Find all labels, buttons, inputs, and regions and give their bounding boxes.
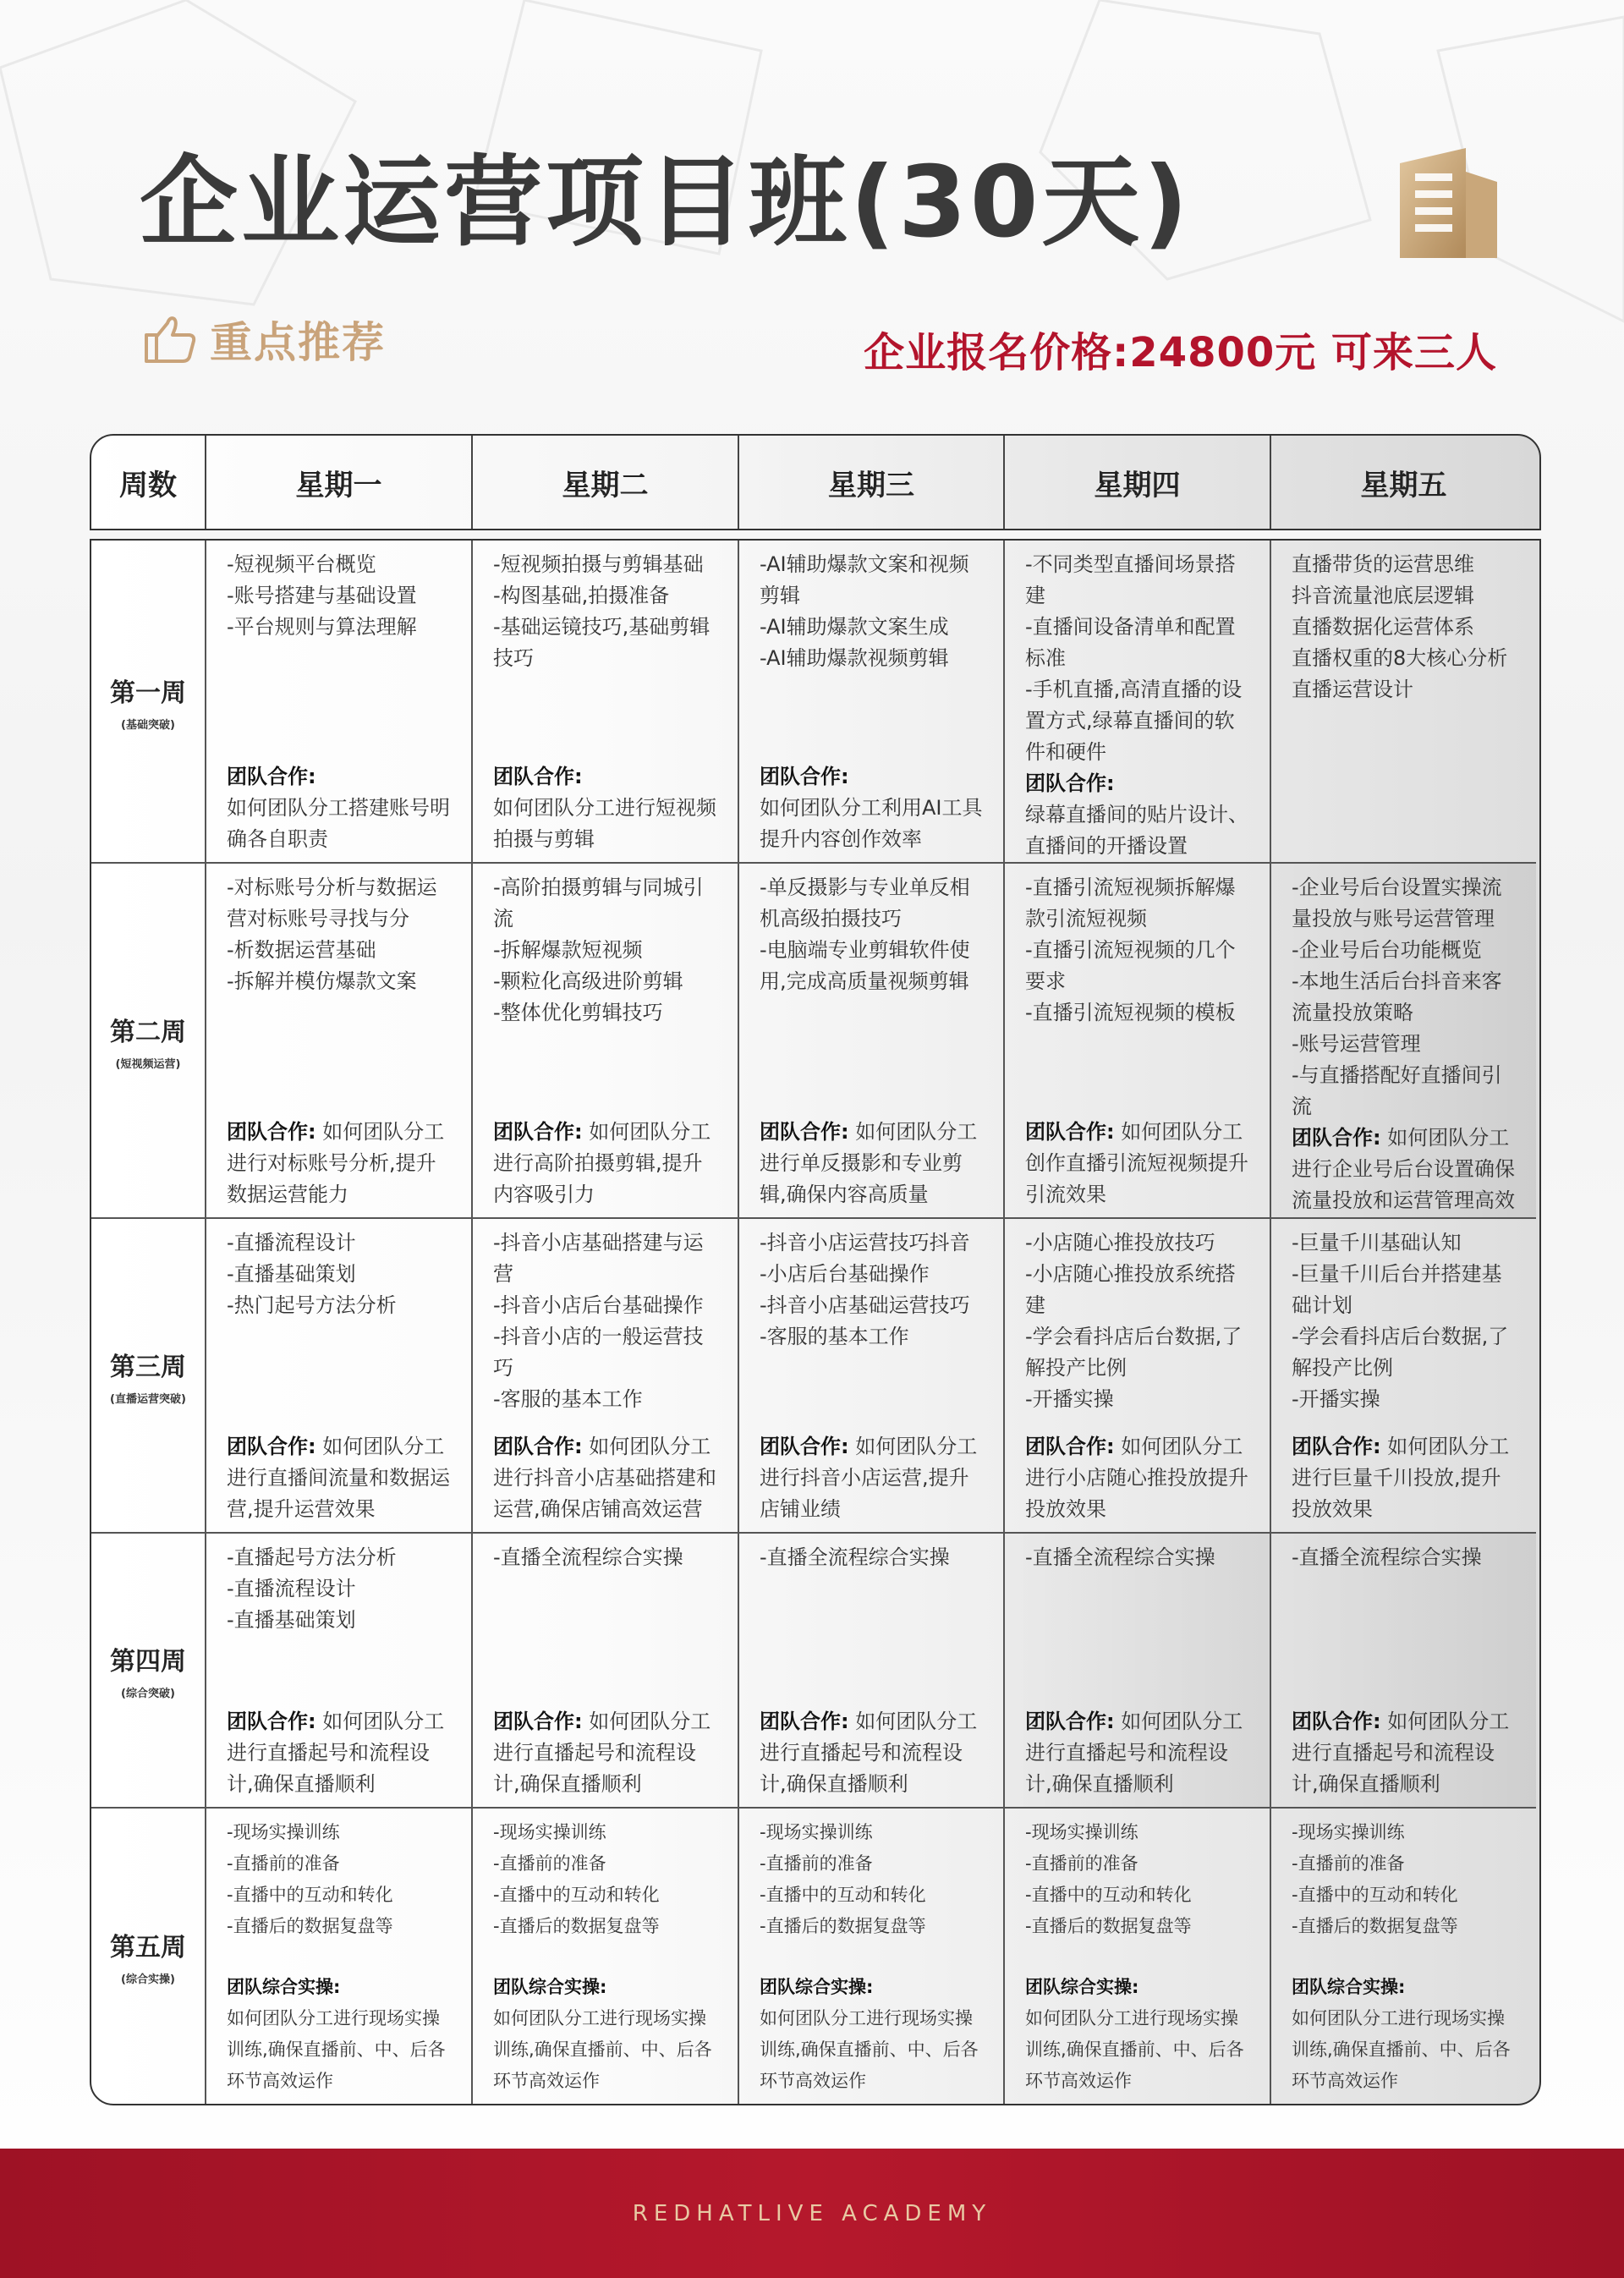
- schedule-cell-monday: [205, 1217, 471, 1532]
- topic-item: -拆解并模仿爆款文案: [227, 969, 417, 993]
- team-note: [760, 1431, 988, 1525]
- team-label: 团队综合实操:: [493, 1977, 607, 1997]
- topic-item: -直播后的数据复盘等: [1025, 1916, 1192, 1936]
- team-note: [1292, 1123, 1521, 1216]
- team-text: 如何团队分工进行对标账号分析,提升数据运营能力: [227, 1120, 445, 1206]
- topic-item: -开播实操: [1025, 1387, 1114, 1411]
- topic-item: -直播中的互动和转化: [1292, 1885, 1458, 1905]
- team-text: 如何团队分工进行现场实操训练,确保直播前、中、后各环节高效运作: [493, 2008, 712, 2091]
- team-text: 如何团队分工进行单反摄影和专业剪辑,确保内容高质量: [760, 1120, 978, 1206]
- price-text: 企业报名价格:24800元 可来三人: [864, 329, 1497, 376]
- topic-list: [227, 549, 456, 643]
- team-label: 团队合作:: [1292, 1126, 1381, 1150]
- team-label: 团队合作:: [1292, 1710, 1381, 1733]
- topic-item: -基础运镜技巧,基础剪辑技巧: [493, 615, 710, 670]
- week-title: 第一周: [110, 678, 186, 708]
- topic-list: [1025, 1227, 1254, 1415]
- schedule-cell-monday: [205, 541, 471, 862]
- topic-list: [1292, 1227, 1521, 1415]
- team-text: 如何团队分工创作直播引流短视频提升引流效果: [1025, 1120, 1248, 1206]
- topic-item: -直播前的准备: [493, 1853, 606, 1874]
- schedule-cell-tuesday: [471, 541, 738, 862]
- topic-item: -企业号后台设置实操流量投放与账号运营管理: [1292, 876, 1502, 930]
- topic-item: -直播后的数据复盘等: [1292, 1916, 1458, 1936]
- team-text: 如何团队分工进行短视频拍摄与剪辑: [493, 796, 716, 851]
- topic-item: -学会看抖店后台数据,了解投产比例: [1025, 1325, 1243, 1380]
- topic-list: [227, 1817, 456, 1942]
- schedule-cell-friday: [1270, 1217, 1536, 1532]
- topic-item: -学会看抖店后台数据,了解投产比例: [1292, 1325, 1509, 1380]
- topic-item: -现场实操训练: [760, 1822, 873, 1842]
- recommend-label: 重点推荐: [210, 318, 386, 367]
- topic-item: -抖音小店基础运营技巧: [760, 1293, 970, 1317]
- team-text: 如何团队分工进行现场实操训练,确保直播前、中、后各环节高效运作: [1292, 2008, 1511, 2091]
- topic-item: -AI辅助爆款视频剪辑: [760, 646, 949, 670]
- topic-item: -开播实操: [1292, 1387, 1380, 1411]
- topic-item: -电脑端专业剪辑软件使用,完成高质量视频剪辑: [760, 938, 970, 993]
- week-label-cell: [91, 541, 205, 862]
- team-label: 团队合作:: [760, 1120, 849, 1144]
- topic-item: -直播起号方法分析: [227, 1545, 397, 1569]
- topic-item: -小店随心推投放技巧: [1025, 1231, 1215, 1254]
- team-label: 团队综合实操:: [1292, 1977, 1406, 1997]
- team-note: [493, 1706, 722, 1800]
- topic-list: [493, 872, 722, 1029]
- topic-item: -直播中的互动和转化: [760, 1885, 926, 1905]
- team-label: 团队合作:: [760, 1435, 849, 1458]
- team-note: [493, 1431, 722, 1525]
- topic-item: -析数据运营基础: [227, 938, 376, 962]
- week-subtitle: (综合突破): [121, 1688, 175, 1700]
- topic-item: -巨量千川基础认知: [1292, 1231, 1462, 1254]
- schedule-cell-thursday: [1003, 541, 1270, 862]
- team-label: 团队综合实操:: [227, 1977, 341, 1997]
- team-note: [227, 1972, 456, 2097]
- team-label: 团队合作:: [227, 1710, 316, 1733]
- schedule-cell-wednesday: [738, 541, 1003, 862]
- team-text: 如何团队分工进行抖音小店基础搭建和运营,确保店铺高效运营: [493, 1435, 716, 1521]
- topic-item: -直播前的准备: [227, 1853, 340, 1874]
- team-note: [493, 1972, 722, 2097]
- topic-item: -平台规则与算法理解: [227, 615, 417, 639]
- week-title: 第三周: [110, 1352, 186, 1382]
- team-note: [760, 1706, 988, 1800]
- topic-list: [760, 1542, 988, 1573]
- team-note: [1292, 1972, 1521, 2097]
- team-note: [1025, 1431, 1254, 1525]
- schedule-cell-friday: [1270, 1807, 1536, 2104]
- topic-list: [493, 549, 722, 674]
- topic-item: -与直播搭配好直播间引流: [1292, 1063, 1502, 1118]
- topic-item: -直播中的互动和转化: [1025, 1885, 1192, 1905]
- topic-item: -单反摄影与专业单反相机高级拍摄技巧: [760, 876, 970, 930]
- topic-item: -现场实操训练: [493, 1822, 606, 1842]
- topic-item: -客服的基本工作: [493, 1387, 643, 1411]
- week-title: 第四周: [110, 1647, 186, 1677]
- topic-item: -抖音小店运营技巧抖音: [760, 1231, 970, 1254]
- topic-item: -AI辅助爆款文案和视频剪辑: [760, 552, 969, 607]
- topic-item: -短视频平台概览: [227, 552, 376, 576]
- topic-list: [1025, 549, 1254, 768]
- team-label: 团队合作:: [1025, 1435, 1115, 1458]
- topic-item: -直播全流程综合实操: [760, 1545, 950, 1569]
- topic-item: -抖音小店基础搭建与运营: [493, 1231, 704, 1286]
- topic-item: -直播基础策划: [227, 1608, 356, 1632]
- topic-item: -直播基础策划: [227, 1262, 356, 1286]
- team-text: 如何团队分工进行现场实操训练,确保直播前、中、后各环节高效运作: [227, 2008, 446, 2091]
- topic-item: -颗粒化高级进阶剪辑: [493, 969, 683, 993]
- topic-item: -直播前的准备: [1025, 1853, 1138, 1874]
- week-subtitle: (综合实操): [121, 1973, 175, 1986]
- topic-item: -直播后的数据复盘等: [760, 1916, 926, 1936]
- week-title: 第五周: [110, 1933, 186, 1962]
- schedule-header: [90, 434, 1541, 530]
- topic-list: [227, 1542, 456, 1636]
- week-subtitle: (基础突破): [121, 718, 175, 732]
- topic-item: -小店随心推投放系统搭建: [1025, 1262, 1236, 1317]
- week-label-cell: [91, 862, 205, 1217]
- team-label: 团队合作:: [760, 765, 849, 788]
- topic-item: -不同类型直播间场景搭建: [1025, 552, 1236, 607]
- topic-item: -直播流程设计: [227, 1231, 356, 1254]
- topic-item: -客服的基本工作: [760, 1325, 909, 1348]
- header-cell-friday: 星期五: [1270, 436, 1536, 529]
- team-label: 团队综合实操:: [760, 1977, 874, 1997]
- schedule-cell-thursday: [1003, 862, 1270, 1217]
- team-text: 如何团队分工进行现场实操训练,确保直播前、中、后各环节高效运作: [760, 2008, 979, 2091]
- schedule-cell-monday: [205, 862, 471, 1217]
- team-text: 如何团队分工进行高阶拍摄剪辑,提升内容吸引力: [493, 1120, 711, 1206]
- schedule-cell-thursday: [1003, 1807, 1270, 2104]
- topic-item: -账号搭建与基础设置: [227, 584, 417, 607]
- schedule-cell-friday: [1270, 541, 1536, 862]
- team-label: 团队合作:: [227, 765, 316, 788]
- topic-item: -直播中的互动和转化: [227, 1885, 393, 1905]
- schedule-cell-tuesday: [471, 862, 738, 1217]
- topic-item: -对标账号分析与数据运营对标账号寻找与分: [227, 876, 437, 930]
- team-text: 如何团队分工进行巨量千川投放,提升投放效果: [1292, 1435, 1510, 1521]
- schedule-cell-monday: [205, 1532, 471, 1807]
- topic-list: [1025, 1817, 1254, 1942]
- team-label: 团队合作:: [493, 1120, 583, 1144]
- topic-item: 直播权重的8大核心分析: [1292, 646, 1508, 670]
- topic-list: [760, 872, 988, 997]
- team-note: [1292, 1706, 1521, 1800]
- team-text: 如何团队分工进行直播起号和流程设计,确保直播顺利: [760, 1710, 978, 1796]
- team-text: 如何团队分工进行直播起号和流程设计,确保直播顺利: [1025, 1710, 1243, 1796]
- team-label: 团队合作:: [1025, 1120, 1115, 1144]
- team-note: [493, 1117, 722, 1210]
- thumbs-up-icon: [144, 315, 198, 364]
- schedule-cell-tuesday: [471, 1807, 738, 2104]
- topic-item: -现场实操训练: [227, 1822, 340, 1842]
- team-label: 团队合作:: [1025, 771, 1115, 795]
- topic-item: -直播全流程综合实操: [493, 1545, 683, 1569]
- recommend-badge: [144, 309, 386, 370]
- topic-item: -手机直播,高清直播的设置方式,绿幕直播间的软件和硬件: [1025, 678, 1243, 764]
- team-label: 团队合作:: [493, 765, 583, 788]
- team-note: [493, 761, 722, 855]
- header-cell-tuesday: 星期二: [471, 436, 738, 529]
- team-text: 如何团队分工进行小店随心推投放提升投放效果: [1025, 1435, 1248, 1521]
- topic-list: [1025, 1542, 1254, 1573]
- schedule-cell-tuesday: [471, 1532, 738, 1807]
- team-note: [1025, 1117, 1254, 1210]
- team-text: 如何团队分工进行抖音小店运营,提升店铺业绩: [760, 1435, 978, 1521]
- header-cell-week: 周数: [119, 468, 177, 502]
- topic-item: -直播前的准备: [760, 1853, 873, 1874]
- team-note: [227, 1431, 456, 1525]
- team-label: 团队合作:: [760, 1710, 849, 1733]
- topic-list: [760, 1227, 988, 1353]
- topic-list: [760, 1817, 988, 1942]
- schedule-cell-wednesday: [738, 1807, 1003, 2104]
- topic-item: -现场实操训练: [1292, 1822, 1405, 1842]
- team-label: 团队合作:: [227, 1435, 316, 1458]
- team-text: 如何团队分工进行现场实操训练,确保直播前、中、后各环节高效运作: [1025, 2008, 1244, 2091]
- topic-list: [1292, 549, 1521, 705]
- team-label: 团队合作:: [1292, 1435, 1381, 1458]
- team-note: [227, 1706, 456, 1800]
- team-label: 团队合作:: [227, 1120, 316, 1144]
- week-title: 第二周: [110, 1017, 186, 1047]
- team-note: [760, 1972, 988, 2097]
- topic-item: -拆解爆款短视频: [493, 938, 643, 962]
- schedule-cell-thursday: [1003, 1217, 1270, 1532]
- team-note: [1025, 1972, 1254, 2097]
- topic-item: -小店后台基础操作: [760, 1262, 930, 1286]
- building-icon: [1400, 148, 1497, 258]
- topic-list: [1025, 872, 1254, 1029]
- schedule-cell-friday: [1270, 1532, 1536, 1807]
- topic-list: [1292, 1542, 1521, 1573]
- topic-item: -短视频拍摄与剪辑基础: [493, 552, 704, 576]
- footer-bar: [0, 2149, 1624, 2278]
- topic-item: -直播流程设计: [227, 1577, 356, 1600]
- team-text: 如何团队分工进行直播起号和流程设计,确保直播顺利: [493, 1710, 711, 1796]
- topic-item: -高阶拍摄剪辑与同城引流: [493, 876, 704, 930]
- team-note: [1292, 1431, 1521, 1525]
- team-note: [1025, 1706, 1254, 1800]
- topic-item: -直播前的准备: [1292, 1853, 1405, 1874]
- topic-item: -构图基础,拍摄准备: [493, 584, 670, 607]
- header-cell-wednesday: 星期三: [738, 436, 1003, 529]
- schedule-cell-monday: [205, 1807, 471, 2104]
- topic-item: -直播后的数据复盘等: [493, 1916, 660, 1936]
- topic-item: -账号运营管理: [1292, 1032, 1421, 1056]
- schedule-cell-thursday: [1003, 1532, 1270, 1807]
- topic-item: -抖音小店后台基础操作: [493, 1293, 704, 1317]
- topic-list: [493, 1817, 722, 1942]
- team-note: [760, 761, 988, 855]
- topic-list: [1292, 872, 1521, 1123]
- team-text: 如何团队分工进行直播起号和流程设计,确保直播顺利: [1292, 1710, 1510, 1796]
- topic-item: -直播引流短视频的模板: [1025, 1001, 1236, 1024]
- team-label: 团队合作:: [493, 1435, 583, 1458]
- team-text: 如何团队分工进行直播起号和流程设计,确保直播顺利: [227, 1710, 445, 1796]
- team-label: 团队合作:: [1025, 1710, 1115, 1733]
- team-label: 团队合作:: [493, 1710, 583, 1733]
- team-text: 如何团队分工进行企业号后台设置确保流量投放和运营管理高效: [1292, 1126, 1515, 1212]
- schedule-table: [90, 539, 1541, 2105]
- topic-item: 直播带货的运营思维: [1292, 552, 1474, 576]
- topic-list: [227, 872, 456, 997]
- topic-item: -AI辅助爆款文案生成: [760, 615, 949, 639]
- team-text: 如何团队分工利用AI工具提升内容创作效率: [760, 796, 983, 851]
- topic-item: 直播运营设计: [1292, 678, 1413, 701]
- topic-item: -现场实操训练: [1025, 1822, 1138, 1842]
- topic-item: -巨量千川后台并搭建基础计划: [1292, 1262, 1502, 1317]
- topic-item: 直播数据化运营体系: [1292, 615, 1474, 639]
- team-label: 团队综合实操:: [1025, 1977, 1139, 1997]
- topic-item: -本地生活后台抖音来客流量投放策略: [1292, 969, 1502, 1024]
- topic-list: [493, 1227, 722, 1415]
- topic-item: -整体优化剪辑技巧: [493, 1001, 663, 1024]
- topic-list: [760, 549, 988, 674]
- topic-item: -直播引流短视频拆解爆款引流短视频: [1025, 876, 1236, 930]
- topic-list: [227, 1227, 456, 1321]
- team-note: [227, 761, 456, 855]
- topic-item: -热门起号方法分析: [227, 1293, 397, 1317]
- topic-item: -直播引流短视频的几个要求: [1025, 938, 1236, 993]
- team-note: [1025, 768, 1254, 862]
- team-text: 绿幕直播间的贴片设计、直播间的开播设置: [1025, 803, 1248, 858]
- footer-brand: REDHATLIVE ACADEMY: [632, 2200, 992, 2226]
- header-cell-thursday: 星期四: [1003, 436, 1270, 529]
- topic-item: 抖音流量池底层逻辑: [1292, 584, 1474, 607]
- header-cell-monday: 星期一: [205, 436, 471, 529]
- topic-item: -直播全流程综合实操: [1292, 1545, 1482, 1569]
- topic-item: -企业号后台功能概览: [1292, 938, 1482, 962]
- schedule-cell-wednesday: [738, 862, 1003, 1217]
- schedule-cell-tuesday: [471, 1217, 738, 1532]
- topic-item: -直播后的数据复盘等: [227, 1916, 393, 1936]
- team-note: [227, 1117, 456, 1210]
- topic-item: -直播中的互动和转化: [493, 1885, 660, 1905]
- topic-item: -直播全流程综合实操: [1025, 1545, 1215, 1569]
- week-label-cell: [91, 1217, 205, 1532]
- page-title: 企业运营项目班(30天): [140, 145, 1192, 260]
- week-label-cell: [91, 1807, 205, 2104]
- schedule-cell-friday: [1270, 862, 1536, 1217]
- schedule-cell-wednesday: [738, 1217, 1003, 1532]
- schedule-cell-wednesday: [738, 1532, 1003, 1807]
- topic-item: -抖音小店的一般运营技巧: [493, 1325, 704, 1380]
- topic-list: [1292, 1817, 1521, 1942]
- team-text: 如何团队分工搭建账号明确各自职责: [227, 796, 450, 851]
- team-note: [760, 1117, 988, 1210]
- week-subtitle: (直播运营突破): [110, 1392, 186, 1406]
- topic-item: -直播间设备清单和配置标准: [1025, 615, 1236, 670]
- topic-list: [493, 1542, 722, 1573]
- week-subtitle: (短视频运营): [115, 1057, 181, 1071]
- team-text: 如何团队分工进行直播间流量和数据运营,提升运营效果: [227, 1435, 450, 1521]
- week-label-cell: [91, 1532, 205, 1807]
